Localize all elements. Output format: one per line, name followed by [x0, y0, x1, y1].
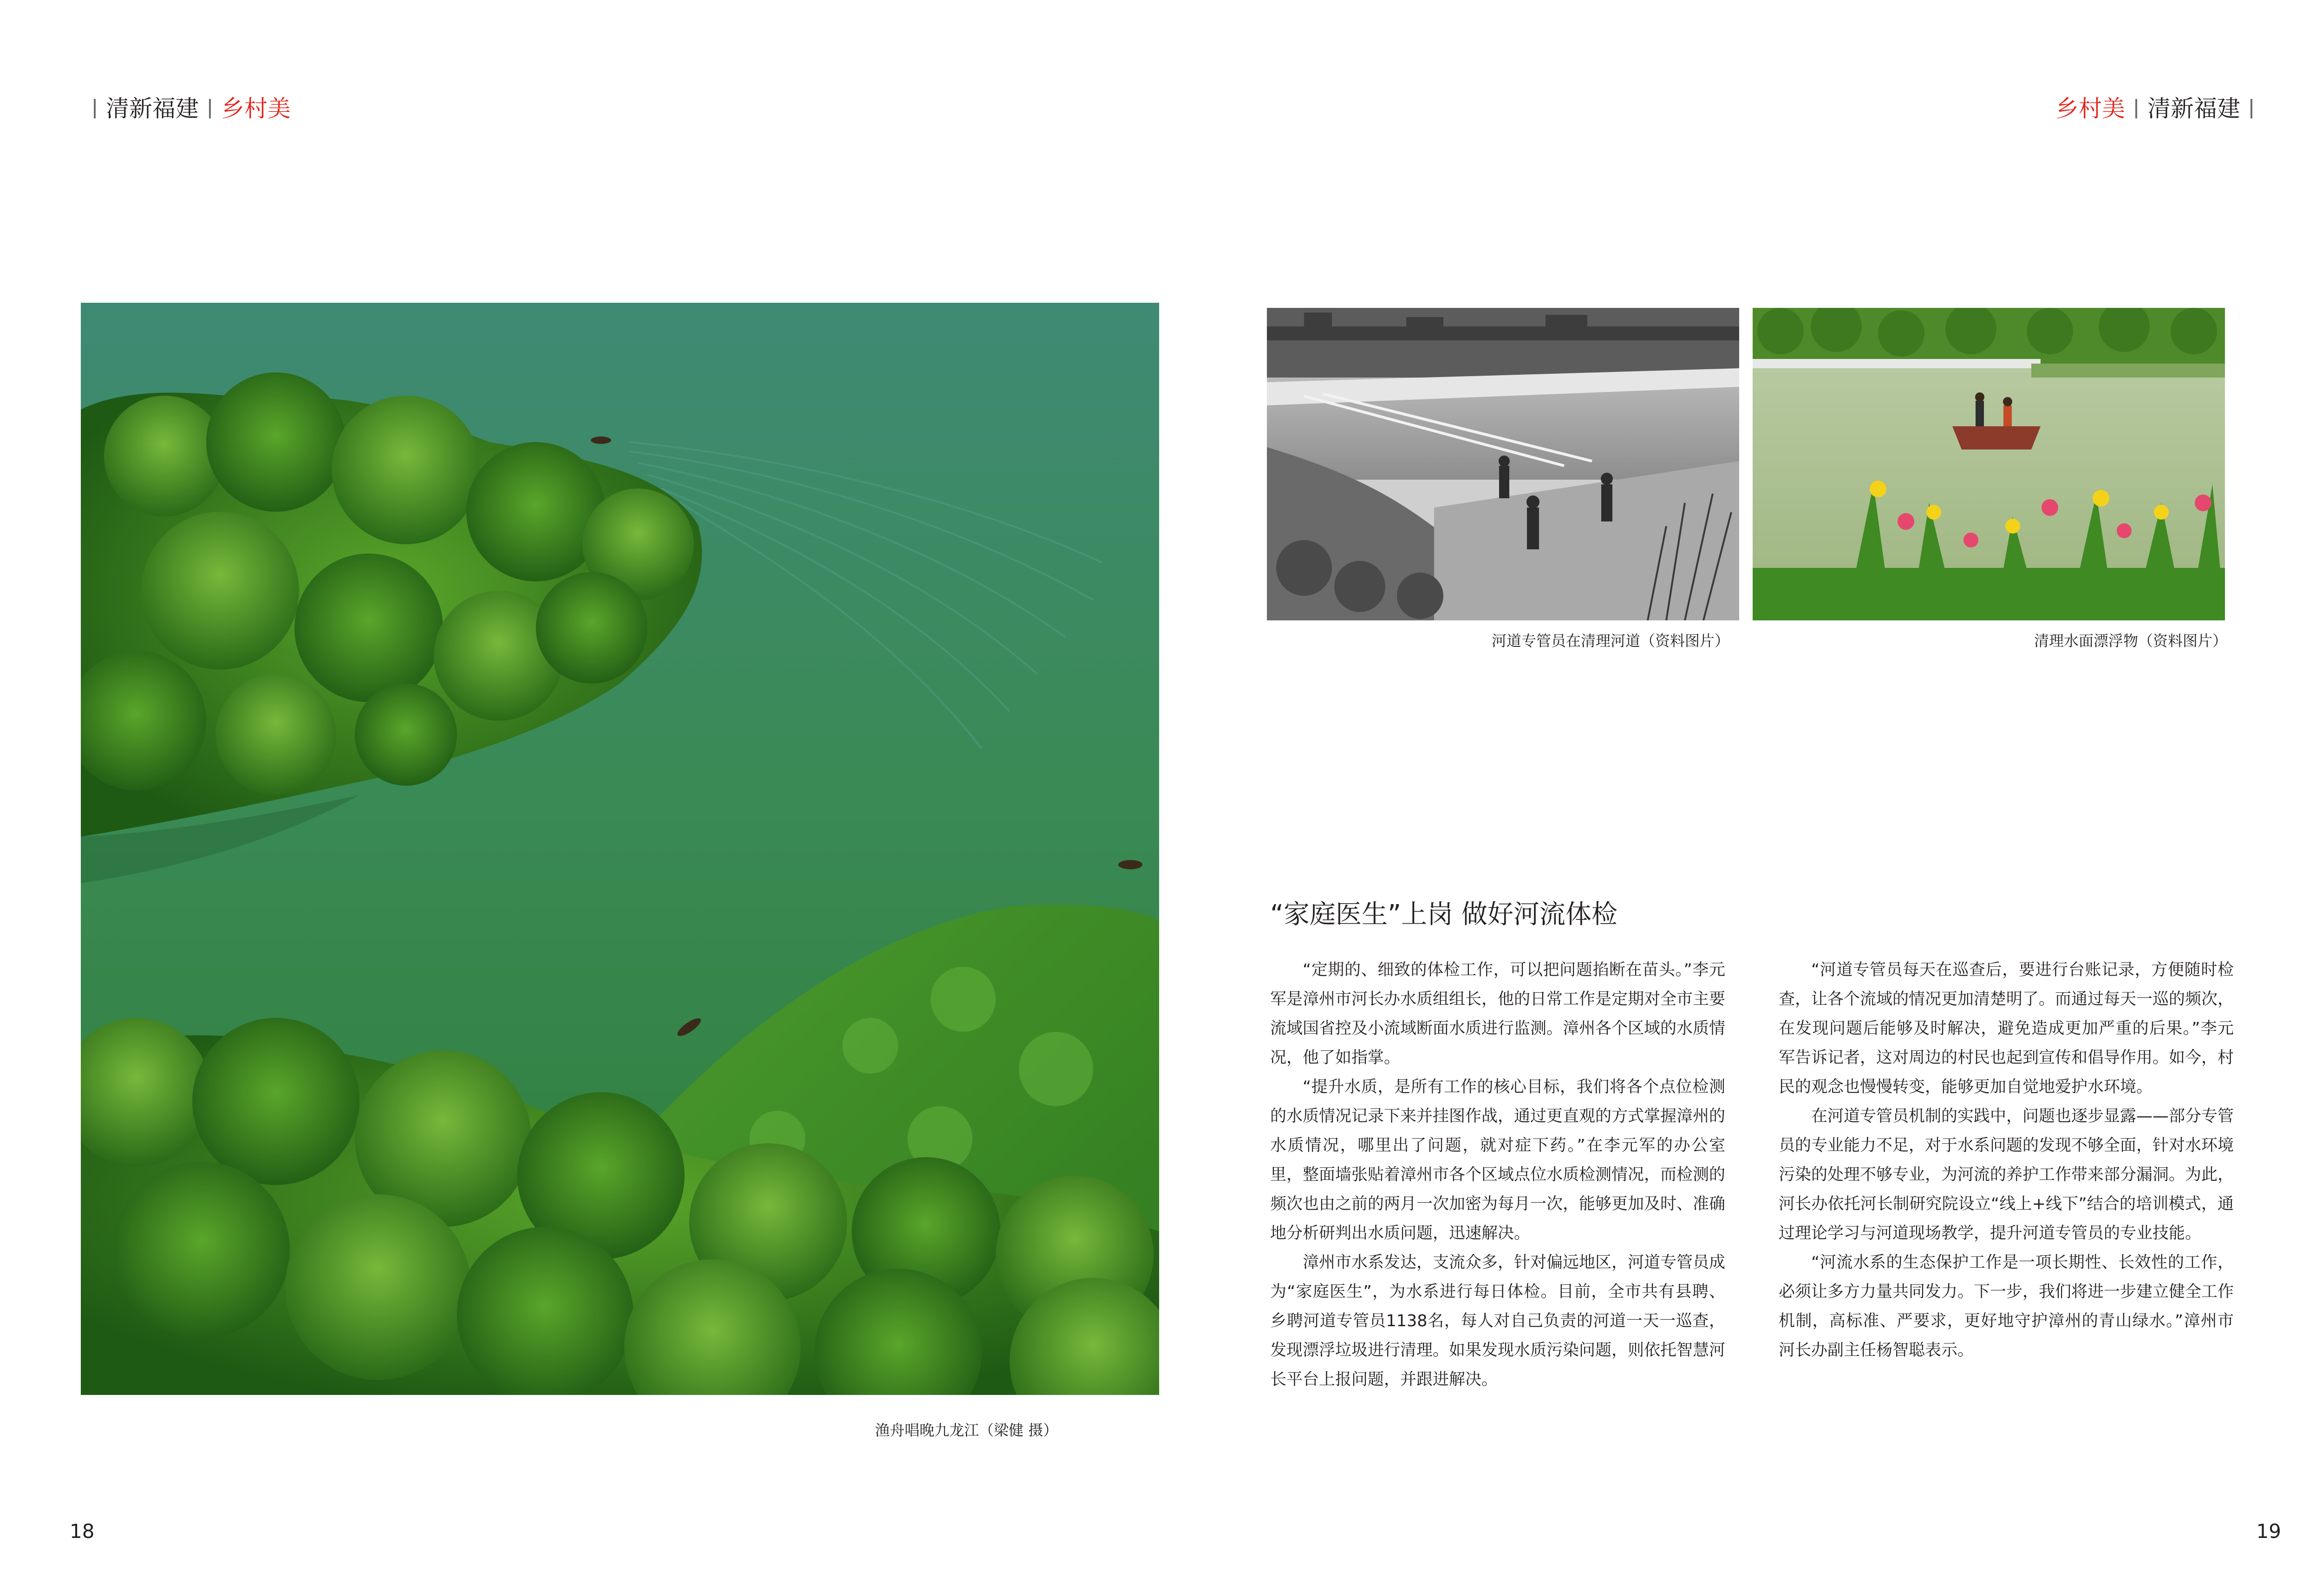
article-column-left [1270, 956, 1725, 1394]
running-header-left [84, 92, 291, 125]
article-paragraph: “提升水质，是所有工作的核心目标，我们将各个点位检测的水质情况记录下来并挂图作战，通过更直观的方式掌握漳州的水质情况，哪里出了问题，就对症下药。”在李元军的办公室里，整面墙张贴着漳州市各个区域点位水质检测情况，而检测的频次也由之前的两月一次加密为每月一次，能够更加及时、准确地分析研判出水质问题，迅速解决。 [1270, 1078, 1726, 1243]
article-paragraph: 在河道专管员机制的实践中，问题也逐步显露——部分专管员的专业能力不足，对于水系问题的发现不够全面，针对水环境污染的处理不够专业，为河流的养护工作带来部分漏洞。为此，河长办依托河长制研究院设立“线上+线下”结合的培训模式，通过理论学习与河道现场教学，提升河道专管员的专业技能。 [1779, 1107, 2234, 1243]
page-number-left: 18 [70, 1520, 95, 1543]
header-divider [94, 99, 96, 118]
photo-river-cleaning [1267, 308, 1739, 620]
section-title: 清新福建 [106, 95, 199, 122]
header-divider [209, 99, 211, 118]
article-paragraph: 漳州市水系发达，支流众多，针对偏远地区，河道专管员成为“家庭医生”，为水系进行每日体检。目前，全市共有县聘、乡聘河道专管员1138名，每人对自己负责的河道一天一巡查，发现漂浮垃圾进行清理。如果发现水质污染问题，则依托智慧河长平台上报问题，并跟进解决。 [1270, 1253, 1726, 1389]
page-number-right: 19 [2256, 1520, 2281, 1543]
article-column-right [1779, 956, 2234, 1365]
photo-floating-debris-caption: 清理水面漂浮物（资料图片） [2034, 632, 2228, 650]
hero-photo-caption: 渔舟唱晚九龙江（梁健 摄） [875, 1421, 1058, 1439]
article-paragraph: “河道专管员每天在巡查后，要进行台账记录，方便随时检查，让各个流域的情况更加清楚明了。而通过每天一巡的频次，在发现问题后能够及时解决，避免造成更加严重的后果。”李元军告诉记者，这对周边的村民也起到宣传和倡导作用。如今，村民的观念也慢慢转变，能够更加自觉地爱护水环境。 [1779, 961, 2234, 1096]
section-title: 清新福建 [2147, 95, 2240, 122]
photo-river-cleaning-caption: 河道专管员在清理河道（资料图片） [1492, 632, 1730, 650]
article-title: “家庭医生”上岗 做好河流体检 [1270, 899, 1618, 930]
photo-floating-debris-cleanup [1753, 308, 2225, 620]
header-divider [2250, 99, 2252, 118]
hero-photo-river-aerial [81, 303, 1159, 1395]
article-paragraph: “河流水系的生态保护工作是一项长期性、长效性的工作，必须让多方力量共同发力。下一步，我们将进一步建立健全工作机制，高标准、严要求，更好地守护漳州的青山绿水。”漳州市河长办副主任杨智聪表示。 [1779, 1253, 2234, 1360]
running-header-right [2055, 92, 2263, 125]
section-subtitle: 乡村美 [221, 95, 291, 122]
article-paragraph: “定期的、细致的体检工作，可以把问题掐断在苗头。”李元军是漳州市河长办水质组组长，他的日常工作是定期对全市主要流域国省控及小流域断面水质进行监测。漳州各个区域的水质情况，他了如指掌。 [1270, 961, 1726, 1067]
section-subtitle: 乡村美 [2055, 95, 2125, 122]
header-divider [2135, 99, 2137, 118]
